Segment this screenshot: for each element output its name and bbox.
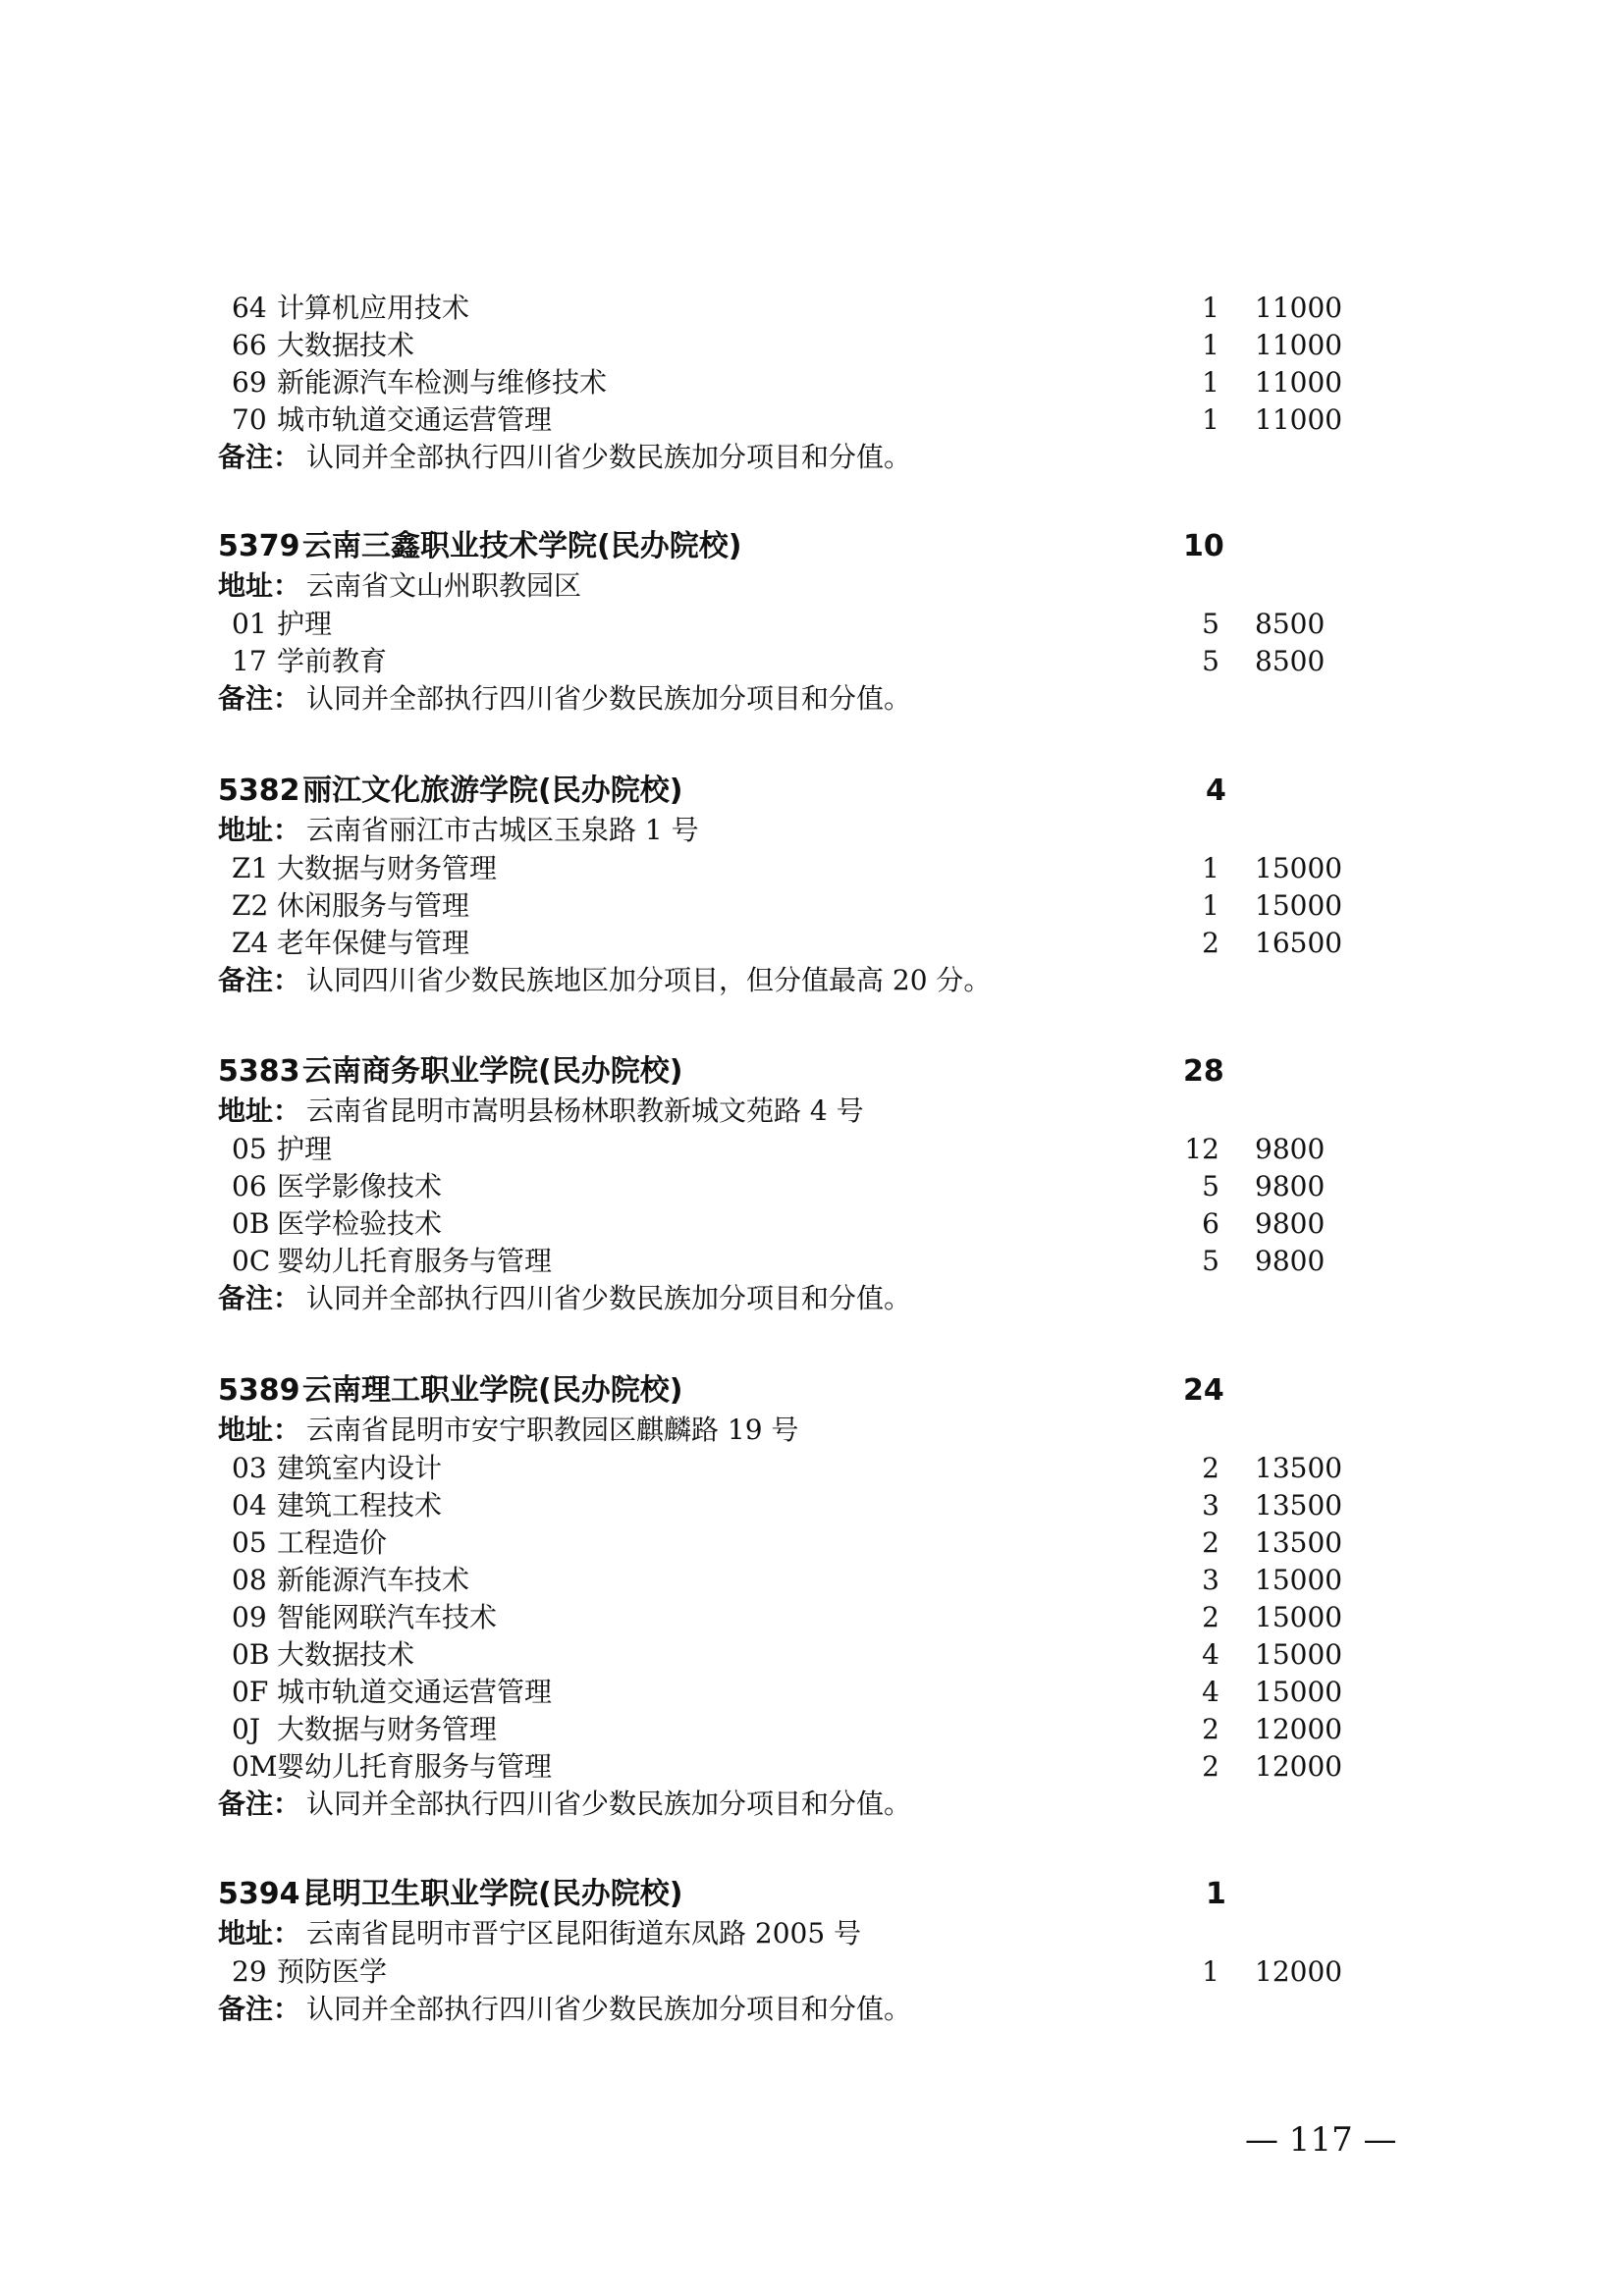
- note-label: 备注：: [218, 964, 301, 996]
- program-row: [0, 887, 1624, 925]
- institution-name: 丽江文化旅游学院(民办院校): [302, 774, 683, 808]
- program-row: [0, 364, 1624, 401]
- program-code: Z2: [232, 889, 269, 922]
- program-count: 1: [1202, 889, 1219, 922]
- program-name: 大数据技术: [277, 329, 415, 361]
- program-fee: 11000: [1255, 366, 1343, 399]
- program-code: 05: [232, 1526, 267, 1559]
- note-text: 认同并全部执行四川省少数民族加分项目和分值。: [306, 1993, 912, 2025]
- program-code: 64: [232, 292, 267, 324]
- program-code: 09: [232, 1601, 267, 1633]
- program-code: 29: [232, 1955, 267, 1988]
- institution-name: 云南理工职业学院(民办院校): [302, 1373, 683, 1408]
- program-row: [0, 1243, 1624, 1280]
- program-name: 建筑室内设计: [277, 1452, 443, 1484]
- program-fee: 9800: [1255, 1170, 1326, 1202]
- program-row: [0, 1711, 1624, 1748]
- program-count: 3: [1202, 1564, 1219, 1596]
- program-count: 5: [1202, 1245, 1219, 1277]
- program-name: 学前教育: [277, 645, 388, 677]
- institution-header: [0, 773, 1624, 810]
- program-row: [0, 327, 1624, 364]
- program-code: 05: [232, 1133, 267, 1165]
- address-label: 地址：: [218, 569, 301, 602]
- program-fee: 11000: [1255, 403, 1343, 436]
- program-count: 1: [1202, 1955, 1219, 1988]
- address-row: [0, 567, 1624, 605]
- program-fee: 9800: [1255, 1207, 1326, 1240]
- program-row: [0, 1450, 1624, 1487]
- program-row: [0, 1562, 1624, 1599]
- institution-code: 5394: [218, 1877, 300, 1911]
- program-fee: 12000: [1255, 1955, 1343, 1988]
- note-row: [0, 962, 1624, 999]
- program-row: [0, 290, 1624, 327]
- program-count: 1: [1202, 292, 1219, 324]
- program-count: 4: [1202, 1676, 1219, 1708]
- note-text: 认同四川省少数民族地区加分项目，但分值最高 20 分。: [306, 964, 992, 996]
- address-label: 地址：: [218, 1917, 301, 1949]
- program-count: 2: [1202, 1601, 1219, 1633]
- program-row: [0, 1674, 1624, 1711]
- program-name: 大数据与财务管理: [277, 852, 498, 884]
- program-row: [0, 1636, 1624, 1674]
- program-name: 工程造价: [277, 1526, 388, 1559]
- institution-header: [0, 1876, 1624, 1913]
- page-number: — 117 —: [1245, 2120, 1397, 2160]
- program-fee: 13500: [1255, 1489, 1343, 1522]
- institution-total: 1: [1206, 1877, 1226, 1911]
- program-code: 0B: [232, 1638, 270, 1671]
- note-row: [0, 1991, 1624, 2028]
- program-fee: 11000: [1255, 292, 1343, 324]
- note-label: 备注：: [218, 1282, 301, 1314]
- program-count: 5: [1202, 1170, 1219, 1202]
- note-text: 认同并全部执行四川省少数民族加分项目和分值。: [306, 441, 912, 473]
- address-text: 云南省昆明市安宁职教园区麒麟路 19 号: [306, 1414, 799, 1446]
- program-fee: 15000: [1255, 1638, 1343, 1671]
- program-fee: 8500: [1255, 645, 1326, 677]
- program-count: 2: [1202, 1713, 1219, 1745]
- program-name: 护理: [277, 1133, 333, 1165]
- institution-code: 5383: [218, 1054, 300, 1089]
- program-row: [0, 1524, 1624, 1562]
- program-count: 1: [1202, 852, 1219, 884]
- address-row: [0, 1915, 1624, 1952]
- institution-header: [0, 1053, 1624, 1091]
- program-code: 08: [232, 1564, 267, 1596]
- note-label: 备注：: [218, 682, 301, 715]
- program-count: 4: [1202, 1638, 1219, 1671]
- program-fee: 12000: [1255, 1750, 1343, 1783]
- program-row: [0, 1748, 1624, 1786]
- program-row: [0, 925, 1624, 962]
- program-row: [0, 401, 1624, 439]
- program-name: 老年保健与管理: [277, 927, 470, 959]
- institution-total: 28: [1183, 1054, 1224, 1089]
- address-text: 云南省丽江市古城区玉泉路 1 号: [306, 814, 699, 846]
- program-fee: 11000: [1255, 329, 1343, 361]
- program-code: 70: [232, 403, 267, 436]
- note-label: 备注：: [218, 441, 301, 473]
- address-label: 地址：: [218, 814, 301, 846]
- program-name: 智能网联汽车技术: [277, 1601, 498, 1633]
- program-name: 城市轨道交通运营管理: [277, 403, 553, 436]
- program-fee: 15000: [1255, 852, 1343, 884]
- program-name: 城市轨道交通运营管理: [277, 1676, 553, 1708]
- program-fee: 13500: [1255, 1452, 1343, 1484]
- program-count: 5: [1202, 645, 1219, 677]
- program-code: 0J: [232, 1713, 261, 1745]
- program-fee: 15000: [1255, 889, 1343, 922]
- program-fee: 15000: [1255, 1564, 1343, 1596]
- program-row: [0, 1205, 1624, 1243]
- program-code: Z4: [232, 927, 269, 959]
- program-code: 0M: [232, 1750, 278, 1783]
- program-name: 休闲服务与管理: [277, 889, 470, 922]
- institution-name: 云南三鑫职业技术学院(民办院校): [302, 529, 742, 563]
- note-row: [0, 680, 1624, 718]
- program-count: 2: [1202, 1452, 1219, 1484]
- program-count: 2: [1202, 927, 1219, 959]
- program-name: 护理: [277, 608, 333, 640]
- program-code: 06: [232, 1170, 267, 1202]
- program-row: [0, 1599, 1624, 1636]
- address-row: [0, 812, 1624, 849]
- program-code: 0C: [232, 1245, 271, 1277]
- program-count: 1: [1202, 366, 1219, 399]
- institution-total: 24: [1183, 1373, 1224, 1408]
- institution-header: [0, 528, 1624, 565]
- address-label: 地址：: [218, 1095, 301, 1127]
- institution-name: 云南商务职业学院(民办院校): [302, 1054, 683, 1089]
- institution-code: 5382: [218, 774, 300, 808]
- program-code: 69: [232, 366, 267, 399]
- program-fee: 12000: [1255, 1713, 1343, 1745]
- program-count: 12: [1184, 1133, 1219, 1165]
- program-code: 17: [232, 645, 267, 677]
- program-code: Z1: [232, 852, 269, 884]
- program-count: 3: [1202, 1489, 1219, 1522]
- program-row: [0, 643, 1624, 680]
- program-name: 预防医学: [277, 1955, 388, 1988]
- address-text: 云南省昆明市嵩明县杨林职教新城文苑路 4 号: [306, 1095, 864, 1127]
- note-text: 认同并全部执行四川省少数民族加分项目和分值。: [306, 1788, 912, 1820]
- program-fee: 13500: [1255, 1526, 1343, 1559]
- program-fee: 9800: [1255, 1133, 1326, 1165]
- note-row: [0, 1786, 1624, 1823]
- program-row: [0, 606, 1624, 643]
- program-code: 04: [232, 1489, 267, 1522]
- note-label: 备注：: [218, 1993, 301, 2025]
- program-fee: 9800: [1255, 1245, 1326, 1277]
- program-count: 5: [1202, 608, 1219, 640]
- program-code: 0B: [232, 1207, 270, 1240]
- note-text: 认同并全部执行四川省少数民族加分项目和分值。: [306, 1282, 912, 1314]
- program-row: [0, 1487, 1624, 1524]
- program-name: 医学检验技术: [277, 1207, 443, 1240]
- program-fee: 15000: [1255, 1601, 1343, 1633]
- program-row: [0, 850, 1624, 887]
- address-label: 地址：: [218, 1414, 301, 1446]
- program-fee: 15000: [1255, 1676, 1343, 1708]
- program-code: 01: [232, 608, 267, 640]
- program-name: 大数据与财务管理: [277, 1713, 498, 1745]
- program-count: 2: [1202, 1526, 1219, 1559]
- program-name: 医学影像技术: [277, 1170, 443, 1202]
- program-name: 计算机应用技术: [277, 292, 470, 324]
- program-name: 婴幼儿托育服务与管理: [277, 1245, 553, 1277]
- institution-total: 4: [1206, 774, 1226, 808]
- program-code: 66: [232, 329, 267, 361]
- program-code: 0F: [232, 1676, 269, 1708]
- address-text: 云南省昆明市晋宁区昆阳街道东凤路 2005 号: [306, 1917, 862, 1949]
- program-name: 建筑工程技术: [277, 1489, 443, 1522]
- institution-code: 5389: [218, 1373, 300, 1408]
- program-count: 6: [1202, 1207, 1219, 1240]
- program-row: [0, 1168, 1624, 1205]
- address-row: [0, 1093, 1624, 1130]
- program-name: 大数据技术: [277, 1638, 415, 1671]
- program-row: [0, 1953, 1624, 1991]
- program-code: 03: [232, 1452, 267, 1484]
- note-row: [0, 1280, 1624, 1317]
- program-name: 新能源汽车检测与维修技术: [277, 366, 608, 399]
- address-row: [0, 1412, 1624, 1449]
- institution-code: 5379: [218, 529, 300, 563]
- program-count: 2: [1202, 1750, 1219, 1783]
- institution-name: 昆明卫生职业学院(民办院校): [302, 1877, 683, 1911]
- address-text: 云南省文山州职教园区: [306, 569, 582, 602]
- program-fee: 8500: [1255, 608, 1326, 640]
- note-text: 认同并全部执行四川省少数民族加分项目和分值。: [306, 682, 912, 715]
- institution-total: 10: [1183, 529, 1224, 563]
- program-count: 1: [1202, 329, 1219, 361]
- program-name: 新能源汽车技术: [277, 1564, 470, 1596]
- program-fee: 16500: [1255, 927, 1343, 959]
- institution-header: [0, 1372, 1624, 1410]
- note-row: [0, 439, 1624, 476]
- program-row: [0, 1131, 1624, 1168]
- program-name: 婴幼儿托育服务与管理: [277, 1750, 553, 1783]
- note-label: 备注：: [218, 1788, 301, 1820]
- program-count: 1: [1202, 403, 1219, 436]
